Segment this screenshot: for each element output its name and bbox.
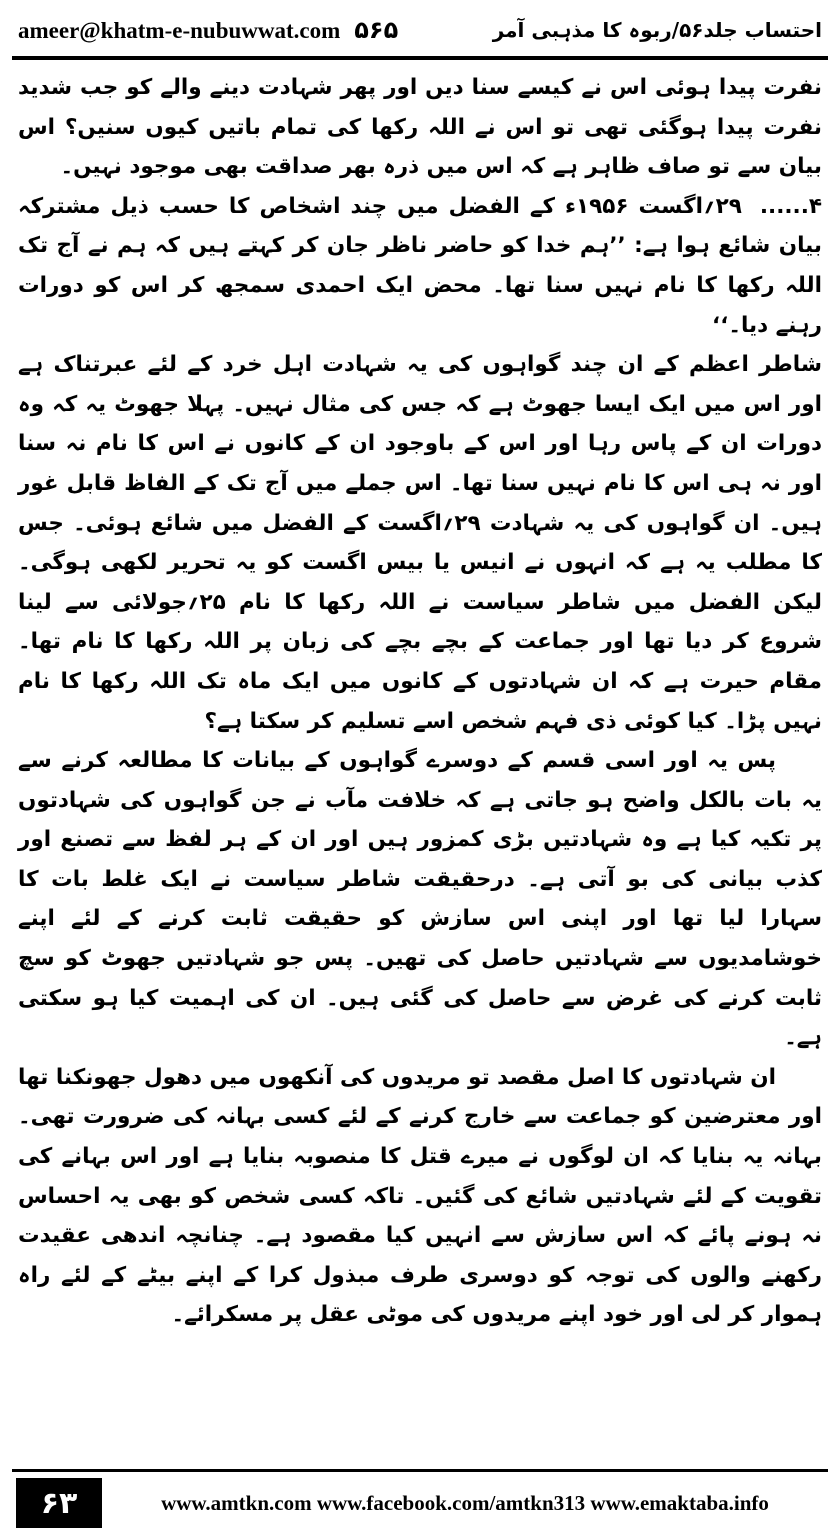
- header-rule: [12, 56, 828, 60]
- paragraph-5: ان شہادتوں کا اصل مقصد تو مریدوں کی آنکھوں میں دھول جھونکنا تھا اور معترضین کو جماعت سے خارج کرنے کے لئے کسی بہانہ کی ضرورت تھی۔ بہانہ یہ بنایا کہ ان لوگوں نے میرے قتل کا منصوبہ بنایا ہے اور اس بہانے کی تقویت کے لئے شہادتیں شائع کی گئیں۔ تاکہ کسی شخص کو بھی یہ احساس نہ ہونے پائے کہ اس سازش سے انہیں کیا مقصود ہے۔ چنانچہ اندھی عقیدت رکھنے والوں کی توجہ کو دوسری طرف مبذول کرا کے اپنے بیٹے کے لئے راہ ہموار کر لی اور خود اپنے مریدوں کی موٹی عقل پر مسکرائے۔: [18, 1064, 822, 1328]
- footer-websites[interactable]: www.amtkn.com www.facebook.com/amtkn313 www.emaktaba.info: [161, 1490, 769, 1515]
- footer-page-number: ۶۳: [16, 1478, 102, 1528]
- header-page-number: ۵۶۵: [354, 16, 399, 44]
- paragraph-3: شاطر اعظم کے ان چند گواہوں کی یہ شہادت اہل خرد کے لئے عبرتناک ہے اور اس میں ایک ایسا جھوٹ ہے کہ جس کی مثال نہیں۔ پہلا جھوٹ یہ کہ وہ دورات ان کے پاس رہا اور اس کے باوجود ان کے کانوں نے اس کا نام نہ سنا اور نہ ہی اس کا نام نہیں سنا تھا۔ اس جملے میں آج تک کے الفاظ قابل غور ہیں۔ ان گواہوں کی یہ شہادت ۲۹؍اگست کے الفضل میں شائع ہوئی۔ جس کا مطلب یہ ہے کہ انہوں نے انیس یا بیس اگست کو یہ تحریر لکھی ہوگی۔ لیکن الفضل میں شاطر سیاست نے اللہ رکھا کا نام ۲۵؍جولائی سے لینا شروع کر دیا تھا اور جماعت کے بچے بچے کی زبان پر اللہ رکھا کا نام تھا۔ مقام حیرت ہے کہ ان شہادتوں کے کانوں میں ایک ماہ تک اللہ رکھا کا نام نہیں پڑا۔ کیا کوئی ذی فہم شخص اسے تسلیم کر سکتا ہے؟: [18, 352, 822, 734]
- paragraph-4: پس یہ اور اسی قسم کے دوسرے گواہوں کے بیانات کا مطالعہ کرنے سے یہ بات بالکل واضح ہو جاتی ہے کہ خلافت مآب نے جن گواہوں کی شہادتوں پر تکیہ کیا ہے وہ شہادتیں بڑی کمزور ہیں اور ان کے ہر لفظ سے تصنع اور کذب بیانی کی بو آتی ہے۔ درحقیقت شاطر سیاست نے ایک غلط بات کا سہارا لیا تھا اور اپنی اس سازش کو حقیقت ثابت کرنے کے لئے اپنے خوشامدیوں سے شہادتیں حاصل کی تھیں۔ پس جو شہادتیں جھوٹ کو سچ ثابت کرنے کی غرض سے حاصل کی گئی ہیں۔ ان کی اہمیت کیا ہو سکتی ہے۔: [18, 748, 822, 1051]
- item-number: ۴......: [759, 193, 823, 219]
- paragraph-2: [18, 187, 822, 345]
- page-body: [18, 68, 822, 1456]
- page-footer: [12, 1469, 828, 1534]
- header-left: [18, 16, 398, 44]
- paragraph-1: نفرت پیدا ہوئی اس نے کیسے سنا دیں اور پھر شہادت دینے والے کو جب شدید نفرت پیدا ہوگئی تھی تو اس نے اللہ رکھا کی تمام باتیں کیوں سنیں؟ اس بیان سے تو صاف ظاہر ہے کہ اس میں ذرہ بھر صداقت بھی موجود نہیں۔: [18, 75, 822, 180]
- header-email[interactable]: ameer@khatm-e-nubuwwat.com: [18, 18, 341, 43]
- header-book-title: احتساب جلد۵۶/ربوہ کا مذہبی آمر: [492, 18, 822, 42]
- page-header: [18, 8, 822, 52]
- paragraph-2-text: ۲۹؍اگست ۱۹۵۶ء کے الفضل میں چند اشخاص کا حسب ذیل مشترکہ بیان شائع ہوا ہے: ’’ہم خدا کو حاضر ناظر جان کر کہتے ہیں کہ ہم نے آج تک اللہ رکھا کا نام نہیں سنا تھا۔ محض ایک احمدی سمجھ کر اس کو دورات رہنے دیا۔‘‘: [18, 193, 822, 338]
